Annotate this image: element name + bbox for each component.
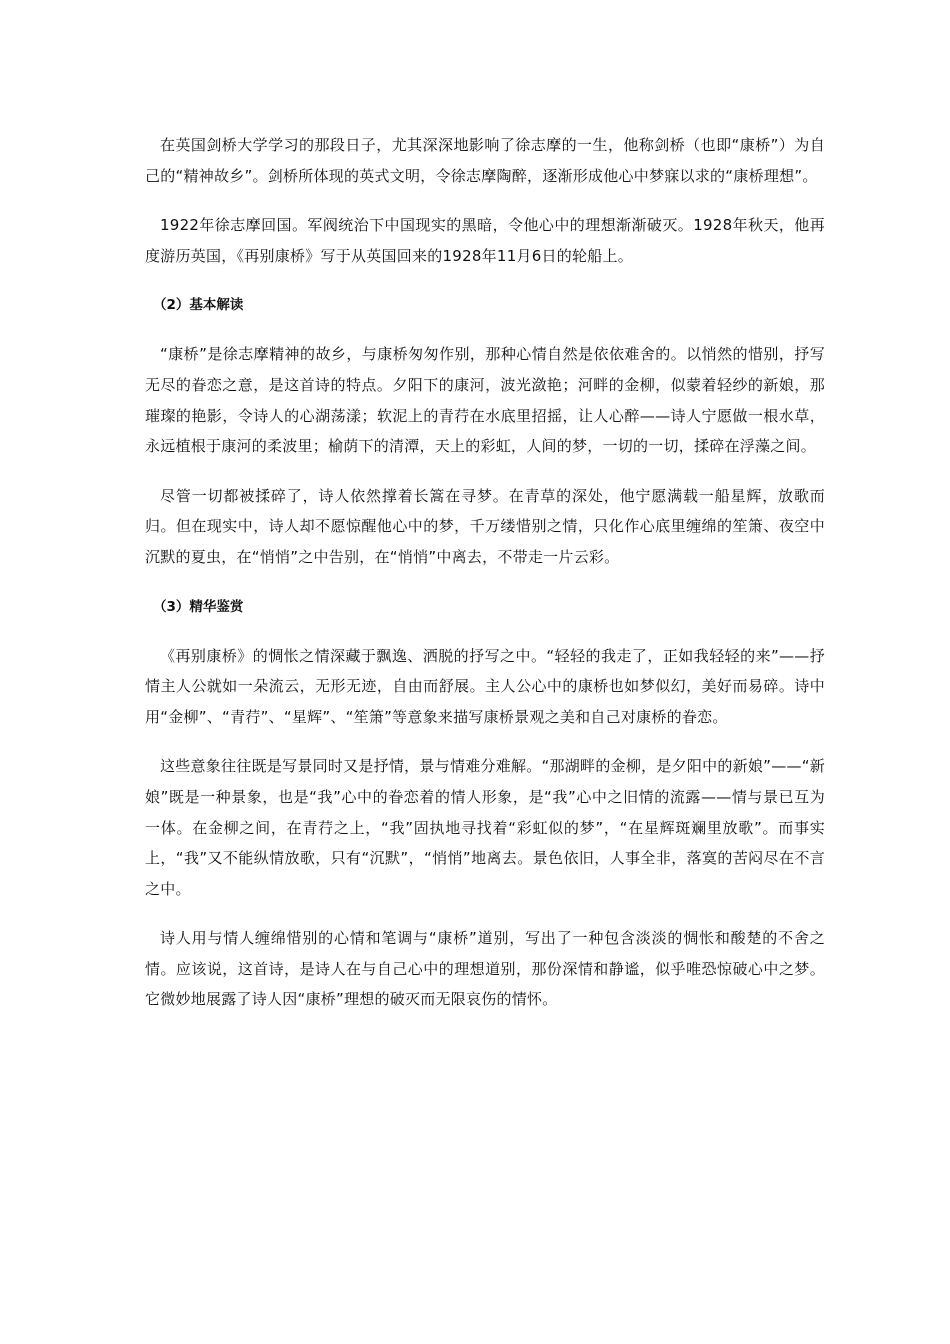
section-heading-basic-reading: （2）基本解读 bbox=[153, 297, 244, 314]
paragraph-appreciation-2: 这些意象往往既是写景同时又是抒情，景与情难分难解。“那湖畔的金柳，是夕阳中的新娘”——“新娘”既是一种景象，也是“我”心中的眷恋着的情人形象，是“我”心中之旧情的流露——情与景已互为一体。在金柳之间，在青荇之上，“我”固执地寻找着“彩虹似的梦”，“在星辉斑斓里放歌”。而事实上，“我”又不能纵情放歌，只有“沉默”，“悄悄”地离去。景色依旧，人事全非，落寞的苦闷尽在不言之中。 bbox=[145, 757, 825, 898]
paragraph-appreciation-3: 诗人用与情人缠绵惜别的心情和笔调与“康桥”道别，写出了一种包含淡淡的惆怅和酸楚的不舍之情。应该说，这首诗，是诗人在与自己心中的理想道别，那份深情和静谧，似乎唯恐惊破心中之梦。它微妙地展露了诗人因“康桥”理想的破灭而无限哀伤的情怀。 bbox=[145, 929, 825, 1009]
paragraph-return-1922: 1922年徐志摩回国。军阀统治下中国现实的黑暗，令他心中的理想渐渐破灭。1928年秋天，他再度游历英国，《再别康桥》写于从英国回来的1928年11月6日的轮船上。 bbox=[145, 216, 825, 265]
section-heading-appreciation: （3）精华鉴赏 bbox=[153, 598, 244, 615]
paragraph-cambridge-influence: 在英国剑桥大学学习的那段日子，尤其深深地影响了徐志摩的一生，他称剑桥（也即“康桥”）为自己的“精神故乡”。剑桥所体现的英式文明，令徐志摩陶醉，逐渐形成他心中梦寐以求的“康桥理想”。 bbox=[145, 136, 825, 185]
paragraph-appreciation-1: 《再别康桥》的惆怅之情深藏于飘逸、洒脱的抒写之中。“轻轻的我走了，正如我轻轻的来”——抒情主人公就如一朵流云，无形无迹，自由而舒展。主人公心中的康桥也如梦似幻，美好而易碎。诗中用“金柳”、“青荇”、“星辉”、“笙箫”等意象来描写康桥景观之美和自己对康桥的眷恋。 bbox=[145, 646, 825, 726]
paragraph-basic-reading-1: “康桥”是徐志摩精神的故乡，与康桥匆匆作别，那种心情自然是依依难舍的。以悄然的惜别，抒写无尽的眷恋之意，是这首诗的特点。夕阳下的康河，波光潋艳；河畔的金柳，似蒙着轻纱的新娘，那璀璨的艳影，令诗人的心湖荡漾；软泥上的青荇在水底里招摇，让人心醉——诗人宁愿做一根水草，永远植根于康河的柔波里；榆荫下的清潭，天上的彩虹，人间的梦，一切的一切，揉碎在浮藻之间。 bbox=[145, 345, 825, 456]
paragraph-basic-reading-2: 尽管一切都被揉碎了，诗人依然撑着长篙在寻梦。在青草的深处，他宁愿满载一船星辉，放歌而归。但在现实中，诗人却不愿惊醒他心中的梦，千万缕惜别之情，只化作心底里缠绵的笙箫、夜空中沉默的夏虫，在“悄悄”之中告别，在“悄悄”中离去，不带走一片云彩。 bbox=[145, 486, 825, 566]
document-page bbox=[145, 130, 825, 1034]
